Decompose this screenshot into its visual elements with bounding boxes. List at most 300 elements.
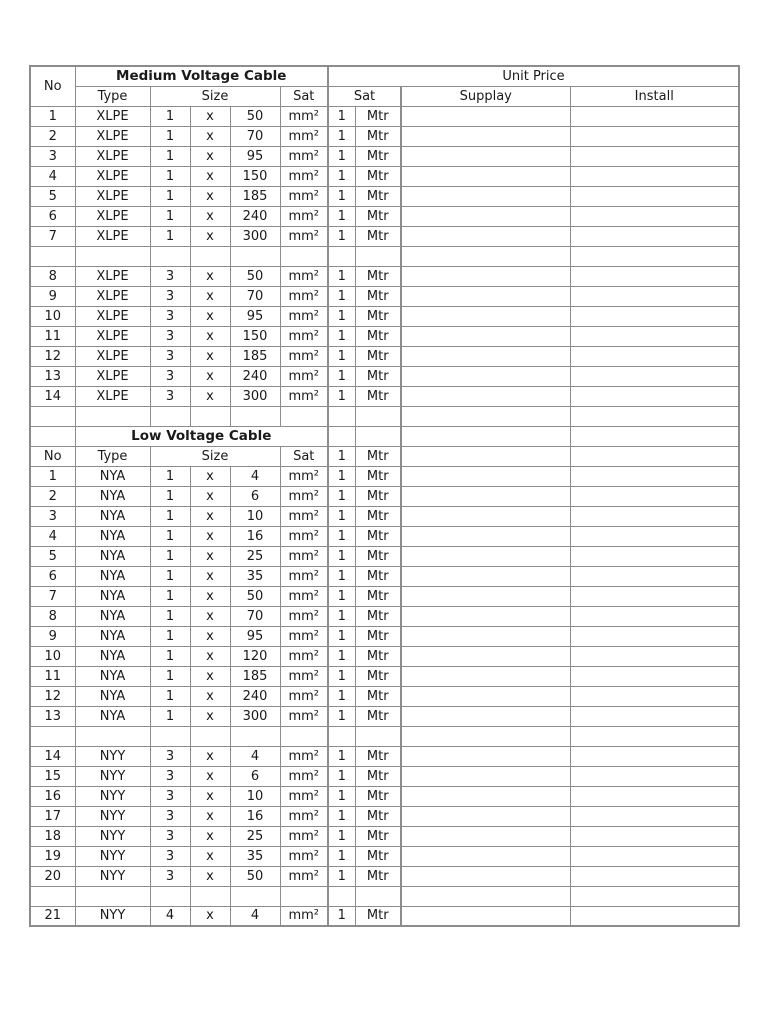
cable-type: XLPE xyxy=(75,286,150,306)
cable-type: NYY xyxy=(75,806,150,826)
times-sign: x xyxy=(190,486,230,506)
supplay-price-cell xyxy=(401,786,570,806)
row-no: 15 xyxy=(30,766,75,786)
install-header: Install xyxy=(570,86,739,106)
row-no: 11 xyxy=(30,326,75,346)
times-sign: x xyxy=(190,226,230,246)
unit-mtr: Mtr xyxy=(355,486,401,506)
times-sign: x xyxy=(190,666,230,686)
install-price-cell xyxy=(570,666,739,686)
times-sign xyxy=(190,246,230,266)
times-sign: x xyxy=(190,126,230,146)
cross-section: 10 xyxy=(230,506,280,526)
table-row xyxy=(30,126,739,146)
cross-section: 300 xyxy=(230,706,280,726)
unit-mm2: mm² xyxy=(280,906,328,926)
core-count: 1 xyxy=(150,706,190,726)
unit-mtr: Mtr xyxy=(355,846,401,866)
cross-section: 150 xyxy=(230,166,280,186)
cable-type: XLPE xyxy=(75,366,150,386)
unit-mtr: Mtr xyxy=(355,166,401,186)
row-no: 12 xyxy=(30,686,75,706)
unit-mtr: Mtr xyxy=(355,386,401,406)
unit-mtr: Mtr xyxy=(355,766,401,786)
core-count: 1 xyxy=(150,546,190,566)
quantity: 1 xyxy=(328,506,355,526)
unit-mm2: mm² xyxy=(280,606,328,626)
core-count: 1 xyxy=(150,466,190,486)
cable-type: XLPE xyxy=(75,186,150,206)
quantity xyxy=(328,726,355,746)
table-row xyxy=(30,746,739,766)
times-sign: x xyxy=(190,566,230,586)
core-count: 1 xyxy=(150,526,190,546)
times-sign: x xyxy=(190,686,230,706)
quantity: 1 xyxy=(328,866,355,886)
unit-mm2 xyxy=(280,726,328,746)
row-no: 12 xyxy=(30,346,75,366)
unit-mm2: mm² xyxy=(280,286,328,306)
supplay-price-cell xyxy=(401,826,570,846)
unit-mm2: mm² xyxy=(280,826,328,846)
times-sign: x xyxy=(190,646,230,666)
quantity: 1 xyxy=(328,706,355,726)
unit-mtr: Mtr xyxy=(355,326,401,346)
unit-mtr: Mtr xyxy=(355,646,401,666)
supplay-price-cell xyxy=(401,746,570,766)
cross-section: 4 xyxy=(230,466,280,486)
unit-mtr: Mtr xyxy=(355,266,401,286)
table-row xyxy=(30,146,739,166)
install-price-cell xyxy=(570,566,739,586)
install-price-cell xyxy=(570,446,739,466)
times-sign: x xyxy=(190,706,230,726)
cable-type: XLPE xyxy=(75,306,150,326)
quantity xyxy=(328,246,355,266)
sat2-header: Sat xyxy=(328,86,401,106)
row-no: 19 xyxy=(30,846,75,866)
supplay-price-cell xyxy=(401,126,570,146)
unit-mm2: mm² xyxy=(280,646,328,666)
unit-mtr: Mtr xyxy=(355,466,401,486)
times-sign xyxy=(190,406,230,426)
unit-mm2: mm² xyxy=(280,786,328,806)
install-price-cell xyxy=(570,786,739,806)
supplay-price-cell xyxy=(401,666,570,686)
quantity: 1 xyxy=(328,446,355,466)
cable-type: XLPE xyxy=(75,206,150,226)
core-count xyxy=(150,726,190,746)
supplay-price-cell xyxy=(401,466,570,486)
row-no: 4 xyxy=(30,166,75,186)
cross-section: 70 xyxy=(230,606,280,626)
quantity xyxy=(328,886,355,906)
install-price-cell xyxy=(570,306,739,326)
cable-type: XLPE xyxy=(75,266,150,286)
supplay-price-cell xyxy=(401,286,570,306)
unit-mm2: mm² xyxy=(280,326,328,346)
cross-section xyxy=(230,406,280,426)
install-price-cell xyxy=(570,146,739,166)
cross-section: 35 xyxy=(230,846,280,866)
unit-mtr: Mtr xyxy=(355,826,401,846)
supplay-price-cell xyxy=(401,766,570,786)
cross-section: 50 xyxy=(230,266,280,286)
unit-mtr: Mtr xyxy=(355,286,401,306)
core-count: 1 xyxy=(150,686,190,706)
install-price-cell xyxy=(570,506,739,526)
supplay-price-cell xyxy=(401,806,570,826)
table-row xyxy=(30,506,739,526)
times-sign: x xyxy=(190,546,230,566)
core-count: 1 xyxy=(150,206,190,226)
cross-section: 50 xyxy=(230,586,280,606)
table-row xyxy=(30,826,739,846)
row-no: 2 xyxy=(30,126,75,146)
cable-type: NYA xyxy=(75,566,150,586)
unit-mtr: Mtr xyxy=(355,706,401,726)
row-no: 4 xyxy=(30,526,75,546)
cross-section: 70 xyxy=(230,126,280,146)
table-row xyxy=(30,346,739,366)
unit-mm2: mm² xyxy=(280,706,328,726)
times-sign: x xyxy=(190,286,230,306)
supplay-price-cell xyxy=(401,266,570,286)
table-row xyxy=(30,326,739,346)
unit-mm2: mm² xyxy=(280,186,328,206)
core-count: 3 xyxy=(150,366,190,386)
type-header: Type xyxy=(75,86,150,106)
row-no: 3 xyxy=(30,506,75,526)
table-row xyxy=(30,206,739,226)
size-header: Size xyxy=(150,86,280,106)
unit-mtr: Mtr xyxy=(355,186,401,206)
cable-type: NYA xyxy=(75,486,150,506)
unit-price-header: Unit Price xyxy=(328,66,739,86)
cable-type: XLPE xyxy=(75,146,150,166)
times-sign: x xyxy=(190,326,230,346)
install-price-cell xyxy=(570,826,739,846)
core-count: 1 xyxy=(150,506,190,526)
quantity xyxy=(328,426,355,446)
row-no xyxy=(30,726,75,746)
cable-type: NYA xyxy=(75,626,150,646)
unit-mtr xyxy=(355,406,401,426)
table-row xyxy=(30,226,739,246)
unit-mtr xyxy=(355,426,401,446)
table-row xyxy=(30,406,739,426)
row-no: 18 xyxy=(30,826,75,846)
cable-type: NYY xyxy=(75,906,150,926)
cross-section: 35 xyxy=(230,566,280,586)
quantity: 1 xyxy=(328,226,355,246)
quantity: 1 xyxy=(328,326,355,346)
unit-mm2 xyxy=(280,246,328,266)
supplay-price-cell xyxy=(401,206,570,226)
unit-mtr: Mtr xyxy=(355,126,401,146)
cross-section: 150 xyxy=(230,326,280,346)
supplay-price-cell xyxy=(401,106,570,126)
cross-section xyxy=(230,726,280,746)
unit-mm2: mm² xyxy=(280,486,328,506)
core-count xyxy=(150,246,190,266)
core-count: 1 xyxy=(150,226,190,246)
cross-section: 240 xyxy=(230,686,280,706)
medium-voltage-title: Medium Voltage Cable xyxy=(75,66,328,86)
table-row xyxy=(30,586,739,606)
unit-mtr: Mtr xyxy=(355,506,401,526)
row-no: 10 xyxy=(30,646,75,666)
supplay-price-cell xyxy=(401,166,570,186)
quantity: 1 xyxy=(328,346,355,366)
core-count: 3 xyxy=(150,806,190,826)
table-row xyxy=(30,166,739,186)
unit-mtr: Mtr xyxy=(355,146,401,166)
table-row xyxy=(30,566,739,586)
row-no: 9 xyxy=(30,626,75,646)
install-price-cell xyxy=(570,186,739,206)
unit-mtr: Mtr xyxy=(355,906,401,926)
table-row xyxy=(30,786,739,806)
unit-mm2: mm² xyxy=(280,806,328,826)
quantity: 1 xyxy=(328,766,355,786)
quantity: 1 xyxy=(328,366,355,386)
install-price-cell xyxy=(570,886,739,906)
unit-mm2: mm² xyxy=(280,306,328,326)
supplay-price-cell xyxy=(401,386,570,406)
supplay-price-cell xyxy=(401,346,570,366)
unit-mm2: mm² xyxy=(280,366,328,386)
supplay-price-cell xyxy=(401,546,570,566)
cross-section: 185 xyxy=(230,666,280,686)
cable-type: XLPE xyxy=(75,166,150,186)
table-row xyxy=(30,526,739,546)
quantity: 1 xyxy=(328,286,355,306)
row-no xyxy=(30,246,75,266)
cross-section: 50 xyxy=(230,106,280,126)
core-count xyxy=(150,886,190,906)
supplay-price-cell xyxy=(401,226,570,246)
cross-section: 25 xyxy=(230,546,280,566)
quantity xyxy=(328,406,355,426)
cable-type: NYY xyxy=(75,846,150,866)
install-price-cell xyxy=(570,346,739,366)
cross-section xyxy=(230,246,280,266)
quantity: 1 xyxy=(328,786,355,806)
cross-section: 95 xyxy=(230,306,280,326)
times-sign: x xyxy=(190,306,230,326)
quantity: 1 xyxy=(328,546,355,566)
quantity: 1 xyxy=(328,806,355,826)
install-price-cell xyxy=(570,846,739,866)
unit-mtr xyxy=(355,726,401,746)
times-sign: x xyxy=(190,846,230,866)
unit-mtr: Mtr xyxy=(355,686,401,706)
times-sign xyxy=(190,886,230,906)
install-price-cell xyxy=(570,106,739,126)
row-no: 8 xyxy=(30,606,75,626)
table-row xyxy=(30,646,739,666)
row-no: 20 xyxy=(30,866,75,886)
install-price-cell xyxy=(570,166,739,186)
unit-mtr: Mtr xyxy=(355,446,401,466)
unit-mtr xyxy=(355,246,401,266)
row-no: 10 xyxy=(30,306,75,326)
cross-section: 70 xyxy=(230,286,280,306)
sat-header: Sat xyxy=(280,86,328,106)
cross-section: 95 xyxy=(230,146,280,166)
quantity: 1 xyxy=(328,826,355,846)
core-count: 1 xyxy=(150,186,190,206)
supplay-price-cell xyxy=(401,326,570,346)
row-no: 11 xyxy=(30,666,75,686)
unit-mtr: Mtr xyxy=(355,866,401,886)
quantity: 1 xyxy=(328,686,355,706)
quantity: 1 xyxy=(328,206,355,226)
times-sign: x xyxy=(190,906,230,926)
unit-mm2: mm² xyxy=(280,346,328,366)
table-row xyxy=(30,186,739,206)
cable-type: NYY xyxy=(75,746,150,766)
cable-type: NYA xyxy=(75,546,150,566)
core-count: 3 xyxy=(150,266,190,286)
supplay-price-cell xyxy=(401,526,570,546)
core-count: 3 xyxy=(150,386,190,406)
supplay-price-cell xyxy=(401,586,570,606)
table-row xyxy=(30,726,739,746)
table-row xyxy=(30,866,739,886)
supplay-price-cell xyxy=(401,246,570,266)
unit-mm2: mm² xyxy=(280,566,328,586)
core-count: 3 xyxy=(150,306,190,326)
unit-mtr: Mtr xyxy=(355,206,401,226)
table-row xyxy=(30,466,739,486)
low-voltage-title: Low Voltage Cable xyxy=(75,426,328,446)
cross-section: 185 xyxy=(230,186,280,206)
row-no: 3 xyxy=(30,146,75,166)
core-count: 1 xyxy=(150,586,190,606)
row-no: 2 xyxy=(30,486,75,506)
quantity: 1 xyxy=(328,306,355,326)
times-sign: x xyxy=(190,506,230,526)
unit-mm2: mm² xyxy=(280,846,328,866)
install-price-cell xyxy=(570,766,739,786)
unit-mm2: mm² xyxy=(280,506,328,526)
supplay-price-cell xyxy=(401,186,570,206)
cable-type: NYA xyxy=(75,466,150,486)
cable-type: NYY xyxy=(75,826,150,846)
row-no: 6 xyxy=(30,206,75,226)
table-row xyxy=(30,846,739,866)
cable-type xyxy=(75,246,150,266)
core-count: 1 xyxy=(150,626,190,646)
times-sign: x xyxy=(190,146,230,166)
supplay-price-cell xyxy=(401,506,570,526)
unit-mtr: Mtr xyxy=(355,786,401,806)
table-row xyxy=(30,546,739,566)
core-count: 3 xyxy=(150,866,190,886)
core-count: 3 xyxy=(150,326,190,346)
core-count: 3 xyxy=(150,286,190,306)
core-count: 1 xyxy=(150,126,190,146)
unit-mm2: mm² xyxy=(280,466,328,486)
supplay-price-cell xyxy=(401,906,570,926)
times-sign: x xyxy=(190,186,230,206)
unit-mtr: Mtr xyxy=(355,546,401,566)
supplay-price-cell xyxy=(401,866,570,886)
row-no: 8 xyxy=(30,266,75,286)
times-sign: x xyxy=(190,386,230,406)
table-row xyxy=(30,286,739,306)
cross-section: 50 xyxy=(230,866,280,886)
unit-mm2: mm² xyxy=(280,866,328,886)
install-price-cell xyxy=(570,646,739,666)
cable-type: NYA xyxy=(75,666,150,686)
install-price-cell xyxy=(570,626,739,646)
unit-mtr: Mtr xyxy=(355,586,401,606)
times-sign: x xyxy=(190,166,230,186)
cable-type: NYA xyxy=(75,506,150,526)
unit-mtr: Mtr xyxy=(355,306,401,326)
cross-section: 95 xyxy=(230,626,280,646)
unit-mtr: Mtr xyxy=(355,666,401,686)
quantity: 1 xyxy=(328,466,355,486)
core-count: 3 xyxy=(150,746,190,766)
unit-mtr: Mtr xyxy=(355,346,401,366)
cable-type: XLPE xyxy=(75,126,150,146)
unit-mtr: Mtr xyxy=(355,806,401,826)
quantity: 1 xyxy=(328,146,355,166)
supplay-price-cell xyxy=(401,626,570,646)
core-count: 3 xyxy=(150,826,190,846)
times-sign: x xyxy=(190,826,230,846)
supplay-price-cell xyxy=(401,646,570,666)
table-row xyxy=(30,606,739,626)
cable-type xyxy=(75,406,150,426)
table-row xyxy=(30,366,739,386)
quantity: 1 xyxy=(328,186,355,206)
cross-section: 240 xyxy=(230,366,280,386)
cable-type: NYY xyxy=(75,766,150,786)
unit-mm2 xyxy=(280,406,328,426)
row-no: 13 xyxy=(30,366,75,386)
supplay-price-cell xyxy=(401,726,570,746)
supplay-price-cell xyxy=(401,686,570,706)
times-sign: x xyxy=(190,586,230,606)
unit-mm2: mm² xyxy=(280,226,328,246)
install-price-cell xyxy=(570,426,739,446)
unit-mtr: Mtr xyxy=(355,606,401,626)
cross-section: 16 xyxy=(230,526,280,546)
core-count: 1 xyxy=(150,666,190,686)
quantity: 1 xyxy=(328,646,355,666)
install-price-cell xyxy=(570,806,739,826)
cross-section: 300 xyxy=(230,386,280,406)
row-no: 17 xyxy=(30,806,75,826)
quantity: 1 xyxy=(328,606,355,626)
times-sign: x xyxy=(190,746,230,766)
quantity: 1 xyxy=(328,906,355,926)
times-sign: x xyxy=(190,526,230,546)
core-count xyxy=(150,406,190,426)
row-no: 16 xyxy=(30,786,75,806)
install-price-cell xyxy=(570,546,739,566)
row-no: 9 xyxy=(30,286,75,306)
table-row xyxy=(30,686,739,706)
quantity: 1 xyxy=(328,566,355,586)
row-no: 7 xyxy=(30,586,75,606)
core-count: 4 xyxy=(150,906,190,926)
